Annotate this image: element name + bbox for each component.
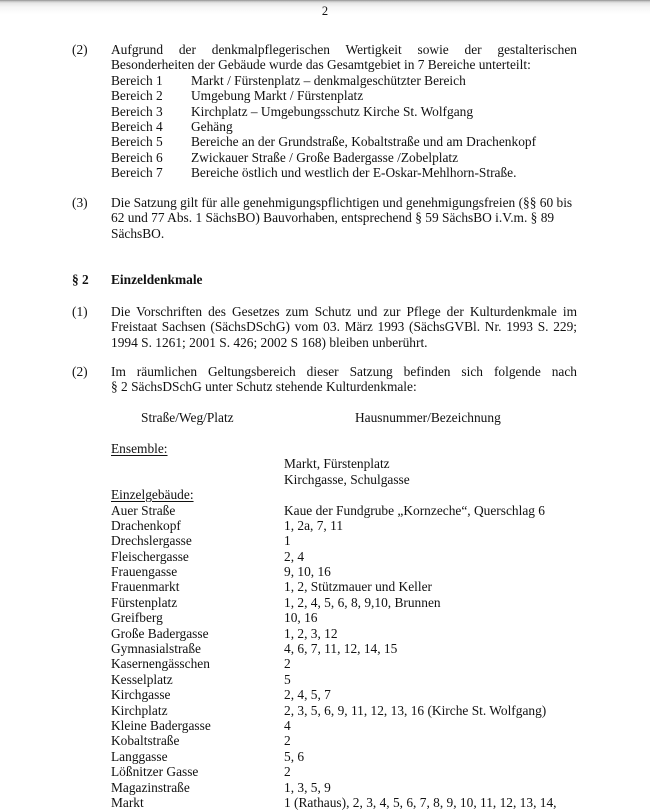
street-cell: Fleischergasse (111, 549, 284, 564)
bereich-value: Bereiche östlich und westlich der E-Oskar-Mehlhorn-Straße. (191, 165, 516, 180)
table-row (111, 687, 557, 702)
bereich-row (111, 119, 536, 134)
bereich-row (111, 104, 536, 119)
street-cell: Große Badergasse (111, 626, 284, 641)
bereich-value: Markt / Fürstenplatz – denkmalgeschützter Bereich (191, 73, 466, 88)
bereich-value: Zwickauer Straße / Große Badergasse /Zobelplatz (191, 150, 458, 165)
street-cell: Kesselplatz (111, 672, 284, 687)
number-cell: 1 (Rathaus), 2, 3, 4, 5, 6, 7, 8, 9, 10, 11, 12, 13, 14, (284, 795, 557, 810)
paragraph-number: (2) (72, 364, 88, 379)
text-line: Im räumlichen Geltungsbereich dieser Satzung befinden sich folgende nach (111, 364, 577, 379)
table-row (111, 610, 557, 625)
table-row (111, 672, 557, 687)
text-line: 62 und 77 Abs. 1 SächsBO) Bauvorhaben, entsprechend § 59 SächsBO i.V.m. § 89 (111, 210, 577, 225)
text-line: 1994 S. 1261; 2001 S. 426; 2002 S 168) bleiben unberührt. (111, 335, 577, 350)
number-cell: 2, 3, 5, 6, 9, 11, 12, 13, 16 (Kirche St. Wolfgang) (284, 703, 546, 718)
table-row (111, 518, 557, 533)
paragraph-number: (1) (72, 304, 88, 319)
bereich-value: Umgebung Markt / Fürstenplatz (191, 88, 363, 103)
section-title: Einzeldenkmale (111, 272, 203, 287)
street-cell: Fürstenplatz (111, 595, 284, 610)
bereich-key: Bereich 5 (111, 134, 191, 149)
street-cell: Frauengasse (111, 564, 284, 579)
monument-table (111, 503, 557, 810)
number-cell: 2 (284, 656, 291, 671)
section-number: § 2 (72, 272, 89, 287)
table-row (111, 626, 557, 641)
number-cell: 2 (284, 733, 291, 748)
text-line: Besonderheiten der Gebäude wurde das Gesamtgebiet in 7 Bereiche unterteilt: (111, 57, 577, 72)
street-cell: Kobaltstraße (111, 733, 284, 748)
ensemble-label: Ensemble: (111, 441, 168, 456)
table-row (111, 564, 557, 579)
number-cell: 2, 4 (284, 549, 304, 564)
ensemble-item: Markt, Fürstenplatz (284, 456, 390, 471)
page-number: 2 (0, 4, 650, 19)
bereich-row (111, 134, 536, 149)
number-cell: 1, 3, 5, 9 (284, 780, 331, 795)
paragraph-text (111, 304, 577, 350)
bereich-key: Bereich 1 (111, 73, 191, 88)
text-line: Die Vorschriften des Gesetzes zum Schutz und zur Pflege der Kulturdenkmale im (111, 304, 577, 319)
paragraph-number: (3) (72, 195, 88, 210)
ensemble-item: Kirchgasse, Schulgasse (284, 472, 410, 487)
table-row (111, 549, 557, 564)
table-row (111, 656, 557, 671)
street-cell: Kasernengässchen (111, 656, 284, 671)
number-cell: 5, 6 (284, 749, 304, 764)
table-row (111, 764, 557, 779)
column-header-street: Straße/Weg/Platz (141, 410, 234, 425)
number-cell: 4 (284, 718, 291, 733)
number-cell: Kaue der Fundgrube „Kornzeche“, Querschlag 6 (284, 503, 545, 518)
column-header-number: Hausnummer/Bezeichnung (355, 410, 501, 425)
text-line: Die Satzung gilt für alle genehmigungspflichtigen und genehmigungsfreien (§§ 60 bis (111, 195, 577, 210)
number-cell: 4, 6, 7, 11, 12, 14, 15 (284, 641, 397, 656)
street-cell: Kirchgasse (111, 687, 284, 702)
street-cell: Kleine Badergasse (111, 718, 284, 733)
bereich-row (111, 150, 536, 165)
bereich-key: Bereich 2 (111, 88, 191, 103)
street-cell: Greifberg (111, 610, 284, 625)
bereich-row (111, 165, 536, 180)
number-cell: 10, 16 (284, 610, 317, 625)
bereich-key: Bereich 6 (111, 150, 191, 165)
table-row (111, 718, 557, 733)
table-row (111, 533, 557, 548)
table-row (111, 641, 557, 656)
street-cell: Lößnitzer Gasse (111, 764, 284, 779)
bereich-key: Bereich 4 (111, 119, 191, 134)
street-cell: Markt (111, 795, 284, 810)
bereich-value: Gehäng (191, 119, 233, 134)
bereich-value: Bereiche an der Grundstraße, Kobaltstraße und am Drachenkopf (191, 134, 536, 149)
bereich-key: Bereich 3 (111, 104, 191, 119)
number-cell: 1 (284, 533, 291, 548)
table-row (111, 703, 557, 718)
text-line: Aufgrund der denkmalpflegerischen Wertigkeit sowie der gestalterischen (111, 42, 577, 57)
table-row (111, 795, 557, 810)
number-cell: 1, 2, 4, 5, 6, 8, 9,10, Brunnen (284, 595, 441, 610)
street-cell: Kirchplatz (111, 703, 284, 718)
text-line: § 2 SächsDSchG unter Schutz stehende Kulturdenkmale: (111, 379, 577, 394)
street-cell: Gymnasialstraße (111, 641, 284, 656)
table-row (111, 595, 557, 610)
street-cell: Auer Straße (111, 503, 284, 518)
number-cell: 9, 10, 16 (284, 564, 331, 579)
street-cell: Langgasse (111, 749, 284, 764)
table-row (111, 733, 557, 748)
number-cell: 1, 2a, 7, 11 (284, 518, 343, 533)
bereich-list (111, 73, 536, 181)
street-cell: Frauenmarkt (111, 579, 284, 594)
number-cell: 2, 4, 5, 7 (284, 687, 331, 702)
street-cell: Drechslergasse (111, 533, 284, 548)
bereich-key: Bereich 7 (111, 165, 191, 180)
street-cell: Magazinstraße (111, 780, 284, 795)
street-cell: Drachenkopf (111, 518, 284, 533)
paragraph-text (111, 195, 577, 241)
text-line: SächsBO. (111, 226, 577, 241)
number-cell: 1, 2, Stützmauer und Keller (284, 579, 432, 594)
bereich-row (111, 88, 536, 103)
text-line: Freistaat Sachsen (SächsDSchG) vom 03. März 1993 (SächsGVBl. Nr. 1993 S. 229; (111, 319, 577, 334)
number-cell: 2 (284, 764, 291, 779)
table-row (111, 749, 557, 764)
paragraph-number: (2) (72, 42, 88, 57)
bereich-value: Kirchplatz – Umgebungsschutz Kirche St. Wolfgang (191, 104, 473, 119)
paragraph-text (111, 42, 577, 73)
table-row (111, 579, 557, 594)
einzelgebaeude-label: Einzelgebäude: (111, 487, 194, 502)
paragraph-text (111, 364, 577, 395)
number-cell: 1, 2, 3, 12 (284, 626, 338, 641)
bereich-row (111, 73, 536, 88)
table-row (111, 503, 557, 518)
number-cell: 5 (284, 672, 291, 687)
table-row (111, 780, 557, 795)
